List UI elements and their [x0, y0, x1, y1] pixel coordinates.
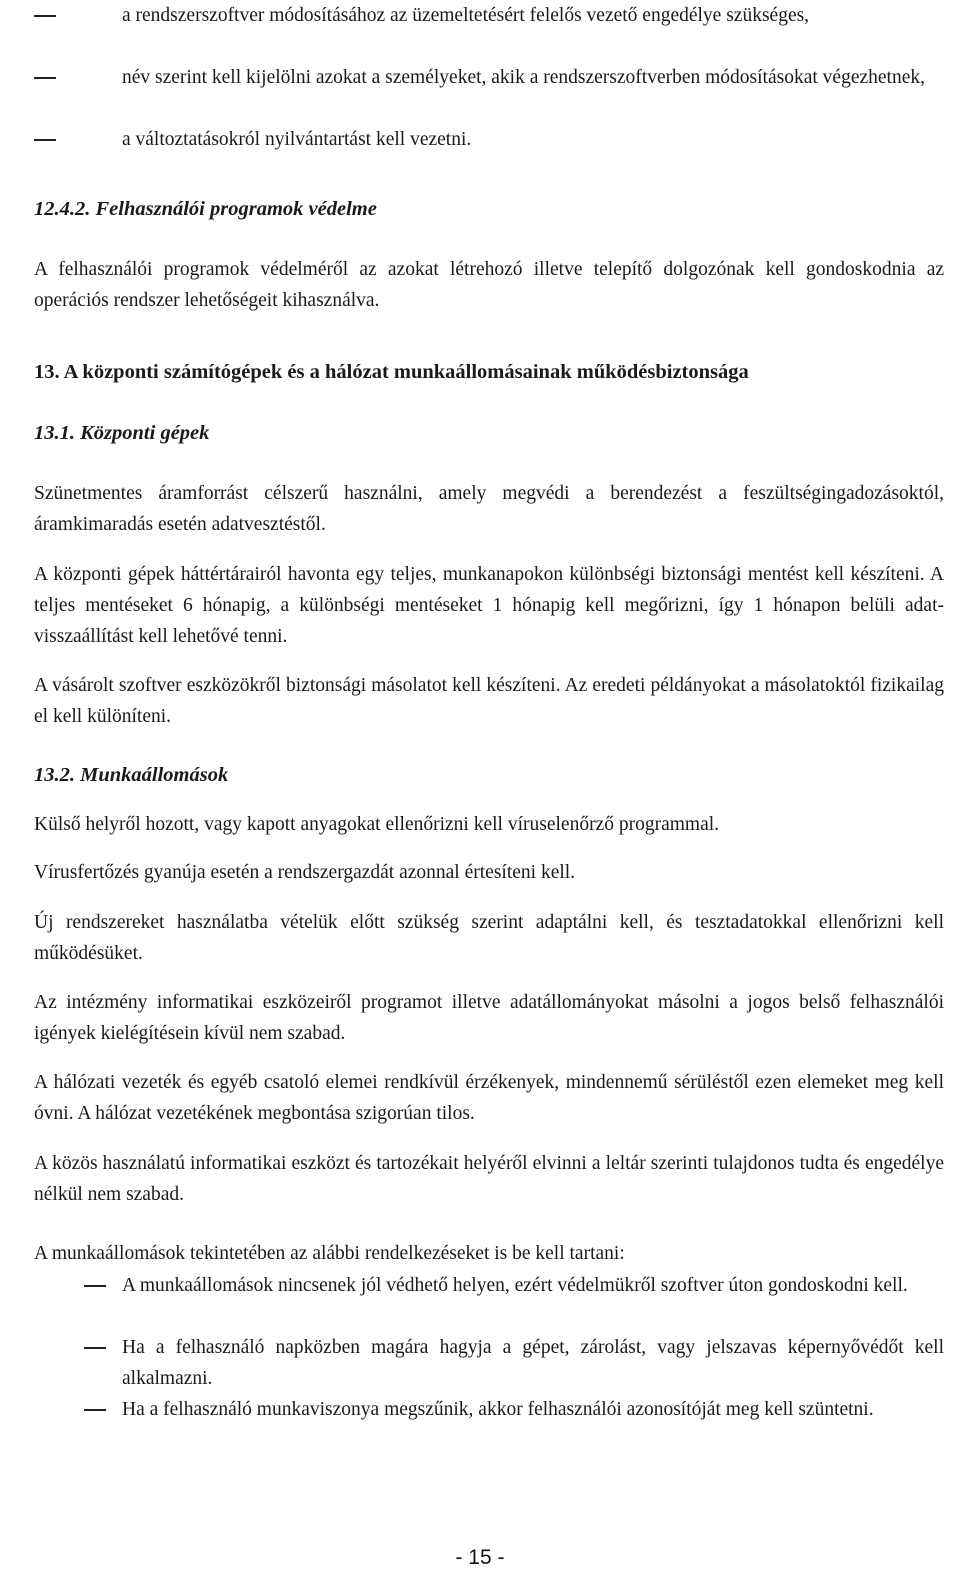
list-item: Ha a felhasználó munkaviszonya megszűnik, akkor felhasználói azonosítóját meg kell szüntetni. — [122, 1399, 874, 1420]
paragraph: A központi gépek háttértárairól havonta egy teljes, munkanapokon különbségi biztonsági mentést kell készíteni. A teljes mentéseket 6 hónapig, a különbségi mentéseket 1 hónapig kell megőrizni, így 1 hónapon belüli adat-visszaállítást kell lehetővé tenni. — [34, 564, 944, 647]
section-heading-13-2: 13.2. Munkaállomások — [34, 764, 229, 786]
paragraph: Az intézmény informatikai eszközeiről programot illetve adatállományokat másolni a jogos belső felhasználói igények kielégítésein kívül nem szabad. — [34, 992, 944, 1044]
page-number: - 15 - — [455, 1546, 505, 1569]
intro-list — [34, 0, 944, 155]
list-item: a rendszerszoftver módosításához az üzemeltetésért felelős vezető engedélye szükséges, — [122, 5, 810, 26]
paragraph: Új rendszereket használatba vételük előtt szükség szerint adaptálni kell, és tesztadatokkal ellenőrizni kell működésüket. — [34, 912, 944, 964]
list-item: Ha a felhasználó napközben magára hagyja a gépet, zárolást, vagy jelszavas képernyővédőt kell alkalmazni. — [122, 1337, 944, 1389]
section-heading-13: 13. A központi számítógépek és a hálózat munkaállomásainak működésbiztonsága — [34, 361, 749, 383]
paragraph: Vírusfertőzés gyanúja esetén a rendszergazdát azonnal értesíteni kell. — [34, 862, 576, 883]
list-item: a változtatásokról nyilvántartást kell vezetni. — [122, 129, 472, 150]
paragraph: A vásárolt szoftver eszközökről biztonsági másolatot kell készíteni. Az eredeti példányokat a másolatoktól fizikailag el kell különíteni. — [34, 675, 944, 727]
paragraph: A felhasználói programok védelméről az azokat létrehozó illetve telepítő dolgozónak kell gondoskodnia az operációs rendszer lehetőségeit kihasználva. — [34, 259, 944, 311]
paragraph: Külső helyről hozott, vagy kapott anyagokat ellenőrizni kell víruselenőrző programmal. — [34, 814, 720, 835]
paragraph: A munkaállomások tekintetében az alábbi rendelkezéseket is be kell tartani: — [34, 1243, 625, 1264]
paragraph: Szünetmentes áramforrást célszerű használni, amely megvédi a berendezést a feszültségingadozásoktól, áramkimaradás esetén adatvesztéstől. — [34, 483, 944, 535]
paragraph: A hálózati vezeték és egyéb csatoló elemei rendkívül érzékenyek, mindennemű sérüléstől ezen elemeket meg kell óvni. A hálózat vezetékének megbontása szigorúan tilos. — [34, 1072, 944, 1124]
section-heading-12-4-2: 12.4.2. Felhasználói programok védelme — [34, 198, 377, 220]
section-heading-13-1: 13.1. Központi gépek — [34, 422, 210, 444]
paragraph: A közös használatú informatikai eszközt és tartozékait helyéről elvinni a leltár szerinti tulajdonos tudta és engedélye nélkül nem szabad. — [34, 1153, 944, 1205]
list-item: A munkaállomások nincsenek jól védhető helyen, ezért védelmükről szoftver úton gondoskodni kell. — [122, 1275, 908, 1296]
list-item: név szerint kell kijelölni azokat a személyeket, akik a rendszerszoftverben módosításokat végezhetnek, — [122, 67, 925, 88]
workstation-rules-list — [34, 1270, 944, 1425]
